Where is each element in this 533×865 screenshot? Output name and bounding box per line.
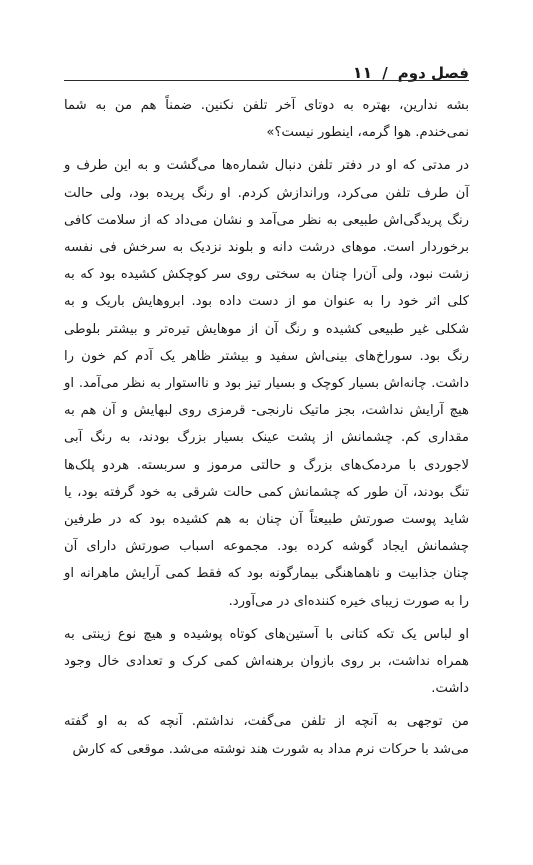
text-line: آن طرف تلفن می‌کرد، وراندازش کردم. او رنگ پریده بود، ولی حالت <box>64 185 469 201</box>
text-line: می‌شد با حرکات نرم مداد به شورت هند نوشته می‌شد. موقعی که کارش <box>72 741 469 757</box>
paragraph <box>64 621 469 703</box>
paragraph <box>64 708 469 762</box>
text-line: چشمانش ایجاد گوشه کرده بود. مجموعه اسباب صورتش دارای آن <box>64 539 469 555</box>
text-line: رنگ بود. سوراخ‌های بینی‌اش سفید و بیشتر ظاهر یک آدم کم خون را <box>64 348 469 364</box>
text-line: چنان جذابیت و ناهماهنگی بیمارگونه بود که فقط کمی آرایش ماهرانه او <box>64 566 469 582</box>
header-separator: / <box>382 64 388 82</box>
paragraph <box>64 152 469 614</box>
paragraph <box>64 92 469 146</box>
text-line: برخوردار است. موهای درشت دانه و بلوند نزدیک به سرخش فی نفسه <box>64 240 469 256</box>
text-line: شاید پوست صورتش طبیعتاً آن چنان به هم کشیده بود که در طرفین <box>64 512 469 528</box>
text-line: مقداری کم. چشمانش از پشت عینک بسیار بزرگ بودند، به رنگ آبی <box>64 430 469 446</box>
page-number: ۱۱ <box>352 63 373 82</box>
text-line: رنگ پریدگی‌اش طبیعی به نظر می‌آمد و نشان می‌داد که از سلامت کافی <box>64 212 469 228</box>
text-line: او لباس یک تکه کتانی با آستین‌های کوتاه پوشیده و هیچ نوع زینتی به <box>64 626 469 642</box>
text-line: را به صورت زیبای خیره کننده‌ای در می‌آورد. <box>228 593 469 609</box>
text-line: نمی‌خندم. هوا گرمه، اینطور نیست؟» <box>266 125 469 141</box>
text-line: در مدتی که او در دفتر تلفن دنبال شماره‌ها می‌گشت و به این طرف و <box>64 158 469 174</box>
chapter-title: فصل دوم <box>397 64 469 82</box>
text-line: داشت. چانه‌اش بسیار کوچک و بسیار تیز بود و نااستوار به نظر می‌آمد. او <box>64 376 469 392</box>
running-header <box>64 53 469 81</box>
text-line: من توجهی به آنچه از تلفن می‌گفت، نداشتم. آنچه که به او گفته <box>64 714 469 730</box>
text-line: بشه ندارین، بهتره به دوتای آخر تلفن نکنین. ضمناً هم من به شما <box>64 98 469 113</box>
text-line: داشت. <box>431 681 469 697</box>
text-line: تنگ بودند، آن طور که چشمانش کمی حالت شرقی به خود گرفته بود، یا <box>64 484 469 500</box>
text-line: لاجوردی با مردمک‌های بزرگ و حالتی مرموز و سربسته. هردو پلک‌ها <box>64 457 469 473</box>
text-line: کلی اثر خود را به عنوان مو از دست داده بود. ابروهایش باریک و به <box>64 294 469 310</box>
header-rule <box>64 80 469 81</box>
text-line: زشت نبود، ولی آن‌را چنان به سختی روی سر کوچکش کشیده بود که به <box>64 267 469 283</box>
text-line: همراه نداشت، بر روی بازوان برهنه‌اش کمی کرک و تعدادی خال وجود <box>64 654 469 670</box>
page-body <box>64 92 469 769</box>
text-line: شکلی غیر طبیعی کشیده و رنگ آن از موهایش تیره‌تر و بیشتر بلوطی <box>64 321 469 337</box>
text-line: هیچ آرایش نداشت، بجز ماتیک نارنجی- قرمزی روی لبهایش و آن هم به <box>64 403 469 419</box>
